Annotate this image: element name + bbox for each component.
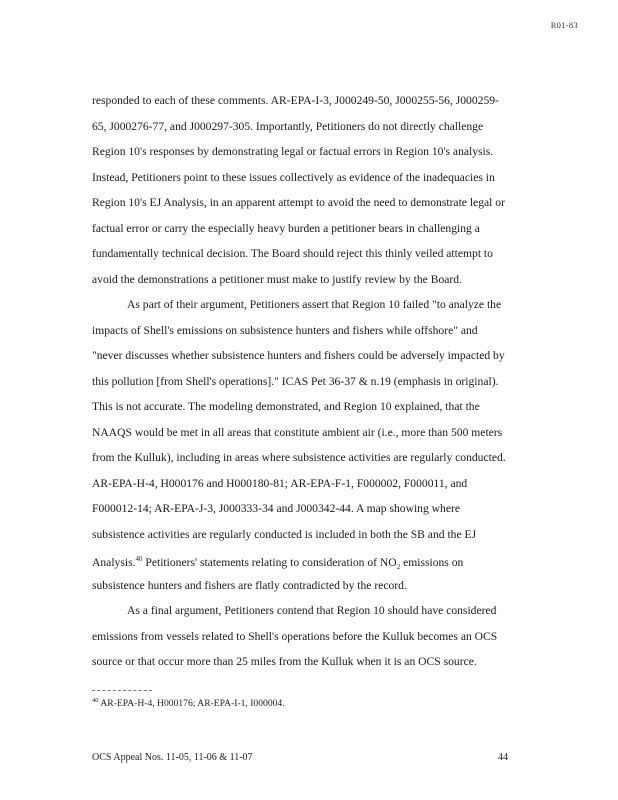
header-stamp: R01-83 [550,20,578,30]
paragraph-2-line-11 [92,547,522,573]
paragraph-2-line-6: NAAQS would be met in all areas that constitute ambient air (i.e., more than 500 meters [92,425,503,439]
footer-case-numbers: OCS Appeal Nos. 11-05, 11-06 & 11-07 [92,752,253,763]
footer-page-number: 44 [498,752,508,763]
paragraph-2-line-1: As part of their argument, Petitioners assert that Region 10 failed "to analyze the [127,298,502,311]
paragraph-2-line-7: from the Kulluk), including in areas where subsistence activities are regularly conducted. [92,451,506,464]
paragraph-2-line-10: subsistence activities are regularly conducted is included in both the SB and the EJ [92,527,477,541]
paragraph-2-line-4: this pollution [from Shell's operations]." ICAS Pet 36-37 & n.19 (emphasis in original). [92,374,499,388]
paragraph-1-line-5: Region 10's EJ Analysis, in an apparent attempt to avoid the need to demonstrate legal or [92,196,505,209]
no2-subscript: 2 [396,563,401,572]
paragraph-2-line-11-cont: Petitioners' statements relating to consideration of NO [142,555,397,569]
paragraph-2-line-2: impacts of Shell's emissions on subsistence hunters and fishers while offshore" and [92,323,478,337]
footnote-text: AR-EPA-H-4, H000176; AR-EPA-I-1, I000004. [98,698,285,710]
paragraph-2-line-11-start: Analysis. [92,555,136,569]
paragraph-2-line-3: "never discusses whether subsistence hunters and fishers could be adversely impacted by [92,349,505,362]
paragraph-1-line-4: Instead, Petitioners point to these issues collectively as evidence of the inadequacies in [92,170,495,184]
paragraph-1-line-1: responded to each of these comments. AR-EPA-I-3, J000249-50, J000255-56, J000259- [92,94,499,107]
paragraph-3-line-3: source or that occur more than 25 miles from the Kulluk when it is an OCS source. [92,655,477,668]
paragraph-1-line-7: fundamentally technical decision. The Board should reject this thinly veiled attempt to [92,247,493,260]
paragraph-1-line-3: Region 10's responses by demonstrating legal or factual errors in Region 10's analysis. [92,145,494,158]
footnote-40 [92,697,285,709]
paragraph-2-line-11-end: emissions on [400,555,464,569]
footnote-number: 40 [92,697,99,704]
paragraph-2-line-9: F000012-14; AR-EPA-J-3, J000333-34 and J000342-44. A map showing where [92,502,460,515]
paragraph-1-line-6: factual error or carry the especially heavy burden a petitioner bears in challenging a [92,221,480,235]
body-text [92,88,522,675]
paragraph-3-line-1: As a final argument, Petitioners contend that Region 10 should have considered [127,604,497,617]
paragraph-2-line-8: AR-EPA-H-4, H000176 and H000180-81; AR-EPA-F-1, F000002, F000011, and [92,476,468,490]
paragraph-2-line-5: This is not accurate. The modeling demonstrated, and Region 10 explained, that the [92,400,480,413]
paragraph-3-line-2: emissions from vessels related to Shell's operations before the Kulluk becomes an OCS [92,629,498,643]
paragraph-1-line-8: avoid the demonstrations a petitioner must make to justify review by the Board. [92,272,462,286]
footnote-ref-40: 40 [135,555,143,563]
footnote-divider [92,690,152,691]
paragraph-1-line-2: 65, J000276-77, and J000297-305. Importantly, Petitioners do not directly challenge [92,119,484,133]
paragraph-2-line-12: subsistence hunters and fishers are flatly contradicted by the record. [92,578,407,592]
